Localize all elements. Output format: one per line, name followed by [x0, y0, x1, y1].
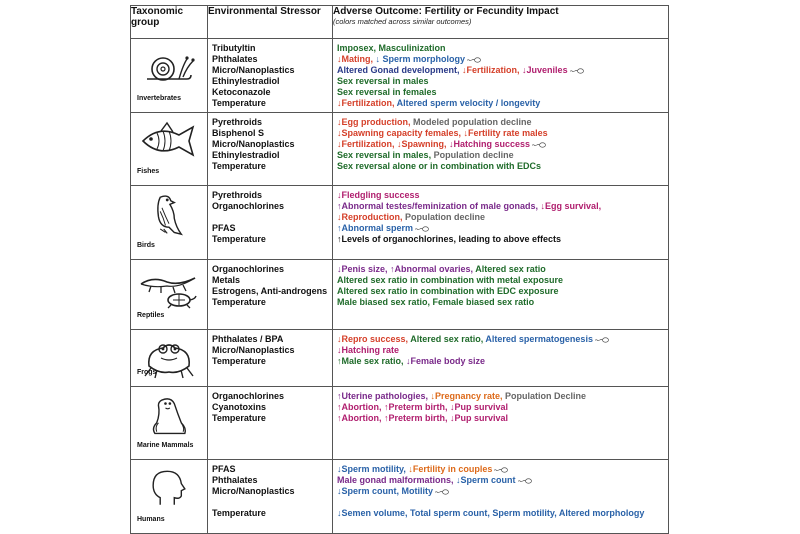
taxon-name: Invertebrates: [137, 95, 181, 102]
outcome-cell: [333, 113, 669, 186]
header-taxonomic-group: Taxonomic group: [131, 6, 208, 39]
seal-icon: [139, 393, 199, 437]
outcome-line: [337, 87, 664, 98]
taxon-cell: [131, 186, 208, 260]
stressor-item: Phthalates / BPA: [212, 334, 284, 344]
sperm-icon: [415, 225, 429, 233]
stressor-item: Pyrethroids: [212, 117, 263, 127]
stressor-item: Phthalates: [212, 54, 258, 64]
stressor-item: Estrogens, Anti-androgens: [212, 286, 328, 296]
stressor-item: Micro/Nanoplastics: [212, 139, 295, 149]
outcome-line: [337, 345, 664, 356]
outcome-cell: [333, 330, 669, 387]
outcome-segment: Population decline: [405, 212, 486, 222]
stressor-item: [212, 212, 328, 223]
outcome-segment: Modeled population decline: [413, 117, 532, 127]
outcome-segment: ↓Egg production,: [337, 117, 413, 127]
taxon-cell: [131, 39, 208, 113]
outcome-line: [337, 234, 664, 245]
stressor-cell: [208, 186, 333, 260]
header-adverse-outcome: [333, 6, 669, 39]
stressor-cell: [208, 460, 333, 534]
sperm-icon: [467, 56, 481, 64]
taxon-name: Birds: [137, 242, 155, 249]
outcome-segment: Sex reversal in males,: [337, 150, 434, 160]
outcome-segment: ↓Penis size,: [337, 264, 391, 274]
fertility-impact-table: [130, 5, 669, 534]
stressor-item: PFAS: [212, 223, 236, 233]
human-head-icon: [139, 466, 199, 510]
stressor-item: Bisphenol S: [212, 128, 265, 138]
outcome-segment: Sex reversal in females: [337, 87, 437, 97]
outcome-line: [337, 486, 664, 497]
outcome-segment: ↓Sperm count: [456, 475, 516, 485]
sperm-icon: [518, 477, 532, 485]
stressor-cell: [208, 113, 333, 186]
taxon-cell: [131, 330, 208, 387]
outcome-segment: ↑Abnormal sperm: [337, 223, 414, 233]
sperm-icon: [532, 141, 546, 149]
table-row-invertebrates: [131, 39, 669, 113]
outcome-segment: Population decline: [433, 150, 514, 160]
stressor-item: Temperature: [212, 508, 266, 518]
outcome-segment: ↑Abortion, ↑Preterm birth, ↓Pup survival: [337, 402, 509, 412]
outcome-cell: [333, 260, 669, 330]
stressor-item: Ethinylestradiol: [212, 76, 280, 86]
stressor-item: PFAS: [212, 464, 236, 474]
taxon-cell: [131, 113, 208, 186]
outcome-segment: ↓Fertility rate males: [463, 128, 548, 138]
outcome-segment: Altered Gonad development,: [337, 65, 463, 75]
outcome-line: [337, 98, 664, 109]
outcome-segment: ↓Hatching success: [449, 139, 531, 149]
outcome-segment: ↑Levels of organochlorines, leading to above effects: [337, 234, 562, 244]
outcome-segment: ↑Abortion, ↑Preterm birth, ↓Pup survival: [337, 413, 509, 423]
outcome-line: [337, 413, 664, 424]
outcome-line: [337, 212, 664, 223]
stressor-item: Ethinylestradiol: [212, 150, 280, 160]
outcome-line: [337, 54, 664, 65]
outcome-segment: ↓Egg survival,: [540, 201, 602, 211]
outcome-line: [337, 223, 664, 234]
sperm-icon: [595, 336, 609, 344]
outcome-line: [337, 475, 664, 486]
taxon-name: Reptiles: [137, 312, 165, 319]
taxon-name: Marine Mammals: [137, 442, 194, 449]
table-row-humans: [131, 460, 669, 534]
taxon-name: Fishes: [137, 168, 160, 175]
outcome-segment: ↓ Sperm morphology: [375, 54, 466, 64]
outcome-segment: ↓Spawning capacity females,: [337, 128, 464, 138]
outcome-line: [337, 65, 664, 76]
outcome-line: [337, 464, 664, 475]
stressor-item: Temperature: [212, 98, 266, 108]
outcome-line: [337, 391, 664, 402]
outcome-cell: [333, 387, 669, 460]
stressor-cell: [208, 330, 333, 387]
taxon-cell: [131, 387, 208, 460]
sperm-icon: [435, 488, 449, 496]
stressor-cell: [208, 39, 333, 113]
stressor-item: Temperature: [212, 297, 266, 307]
outcome-cell: [333, 39, 669, 113]
reptile-icon: [139, 266, 199, 310]
outcome-segment: ↓Fertilization,: [337, 139, 398, 149]
outcome-cell: [333, 460, 669, 534]
outcome-segment: ↓Fledgling success: [337, 190, 420, 200]
taxon-name: Humans: [137, 516, 165, 523]
outcome-line: [337, 508, 664, 519]
outcome-segment: ↑Abnormal ovaries,: [390, 264, 476, 274]
outcome-cell: [333, 186, 669, 260]
outcome-line: [337, 139, 664, 150]
outcome-line: [337, 356, 664, 367]
outcome-segment: ↓Pregnancy rate,: [430, 391, 506, 401]
stressor-item: Temperature: [212, 234, 266, 244]
outcome-segment: Sex reversal alone or in combination with EDCs: [337, 161, 542, 171]
stressor-item: Temperature: [212, 356, 266, 366]
outcome-line: [337, 161, 664, 172]
outcome-segment: ↓Fertilization,: [337, 98, 397, 108]
stressor-item: Micro/Nanoplastics: [212, 486, 295, 496]
outcome-segment: Sex reversal in males: [337, 76, 429, 86]
outcome-segment: ↓Female body size: [406, 356, 486, 366]
stressor-item: Cyanotoxins: [212, 402, 267, 412]
table-row-birds: [131, 186, 669, 260]
outcome-line: [337, 334, 664, 345]
bird-icon: [139, 192, 199, 236]
stressor-item: Metals: [212, 275, 241, 285]
stressor-item: Organochlorines: [212, 201, 285, 211]
stressor-cell: [208, 260, 333, 330]
outcome-segment: ↓Spawning,: [397, 139, 450, 149]
snail-icon: [139, 45, 199, 89]
outcome-line: [337, 190, 664, 201]
outcome-segment: Male gonad malformations,: [337, 475, 457, 485]
stressor-item: Temperature: [212, 413, 266, 423]
outcome-segment: Population Decline: [505, 391, 587, 401]
outcome-segment: Imposex, Masculinization: [337, 43, 446, 53]
outcome-segment: Altered sex ratio: [475, 264, 546, 274]
fish-icon: [139, 119, 199, 163]
stressor-item: Micro/Nanoplastics: [212, 345, 295, 355]
taxon-cell: [131, 460, 208, 534]
header-row: [131, 6, 669, 39]
header-color-note: (colors matched across similar outcomes): [333, 17, 472, 26]
taxon-name: Frogs: [137, 369, 157, 376]
outcome-segment: Altered sperm velocity / longevity: [396, 98, 541, 108]
stressor-item: Tributyltin: [212, 43, 256, 53]
table-row-marine-mammals: [131, 387, 669, 460]
stressor-item: Ketoconazole: [212, 87, 271, 97]
outcome-line: [337, 275, 664, 286]
outcome-line: [337, 497, 664, 508]
outcome-line: [337, 117, 664, 128]
outcome-segment: ↓Reproduction,: [337, 212, 405, 222]
outcome-segment: ↓Sperm count, Motility: [337, 486, 434, 496]
stressor-item: Organochlorines: [212, 391, 285, 401]
table-row-reptiles: [131, 260, 669, 330]
outcome-segment: Male biased sex ratio, Female biased sex ratio: [337, 297, 535, 307]
outcome-segment: ↑Uterine pathologies,: [337, 391, 431, 401]
outcome-line: [337, 264, 664, 275]
outcome-line: [337, 43, 664, 54]
outcome-segment: ↓Semen volume, Total sperm count, Sperm motility, Altered morphology: [337, 508, 645, 518]
outcome-line: [337, 128, 664, 139]
stressor-item: Phthalates: [212, 475, 258, 485]
outcome-segment: Altered sex ratio,: [410, 334, 486, 344]
outcome-segment: ↓Sperm motility,: [337, 464, 409, 474]
outcome-line: [337, 286, 664, 297]
outcome-line: [337, 297, 664, 308]
stressor-item: Temperature: [212, 161, 266, 171]
outcome-segment: Altered sex ratio in combination with EDC exposure: [337, 286, 559, 296]
taxon-cell: [131, 260, 208, 330]
sperm-icon: [494, 466, 508, 474]
outcome-segment: ↓Juveniles: [522, 65, 568, 75]
table-row-frogs: [131, 330, 669, 387]
outcome-segment: ↓Repro success,: [337, 334, 411, 344]
outcome-segment: ↑Abnormal testes/feminization of male gonads,: [337, 201, 541, 211]
outcome-segment: ↓Fertility in couples: [408, 464, 493, 474]
header-environmental-stressor: Environmental Stressor: [208, 6, 333, 39]
stressor-cell: [208, 387, 333, 460]
stressor-item: Pyrethroids: [212, 190, 263, 200]
outcome-segment: ↓Mating,: [337, 54, 376, 64]
outcome-segment: Altered spermatogenesis: [485, 334, 593, 344]
stressor-item: Organochlorines: [212, 264, 285, 274]
outcome-line: [337, 76, 664, 87]
stressor-item: [212, 497, 328, 508]
outcome-segment: Altered sex ratio in combination with metal exposure: [337, 275, 564, 285]
outcome-segment: ↓Hatching rate: [337, 345, 400, 355]
outcome-segment: ↑Male sex ratio,: [337, 356, 407, 366]
outcome-line: [337, 150, 664, 161]
outcome-segment: ↓Fertilization,: [462, 65, 523, 75]
outcome-line: [337, 402, 664, 413]
table-row-fishes: [131, 113, 669, 186]
stressor-item: Micro/Nanoplastics: [212, 65, 295, 75]
outcome-line: [337, 201, 664, 212]
header-adverse-outcome-title: Adverse Outcome: Fertility or Fecundity Impact: [333, 6, 559, 17]
sperm-icon: [570, 67, 584, 75]
